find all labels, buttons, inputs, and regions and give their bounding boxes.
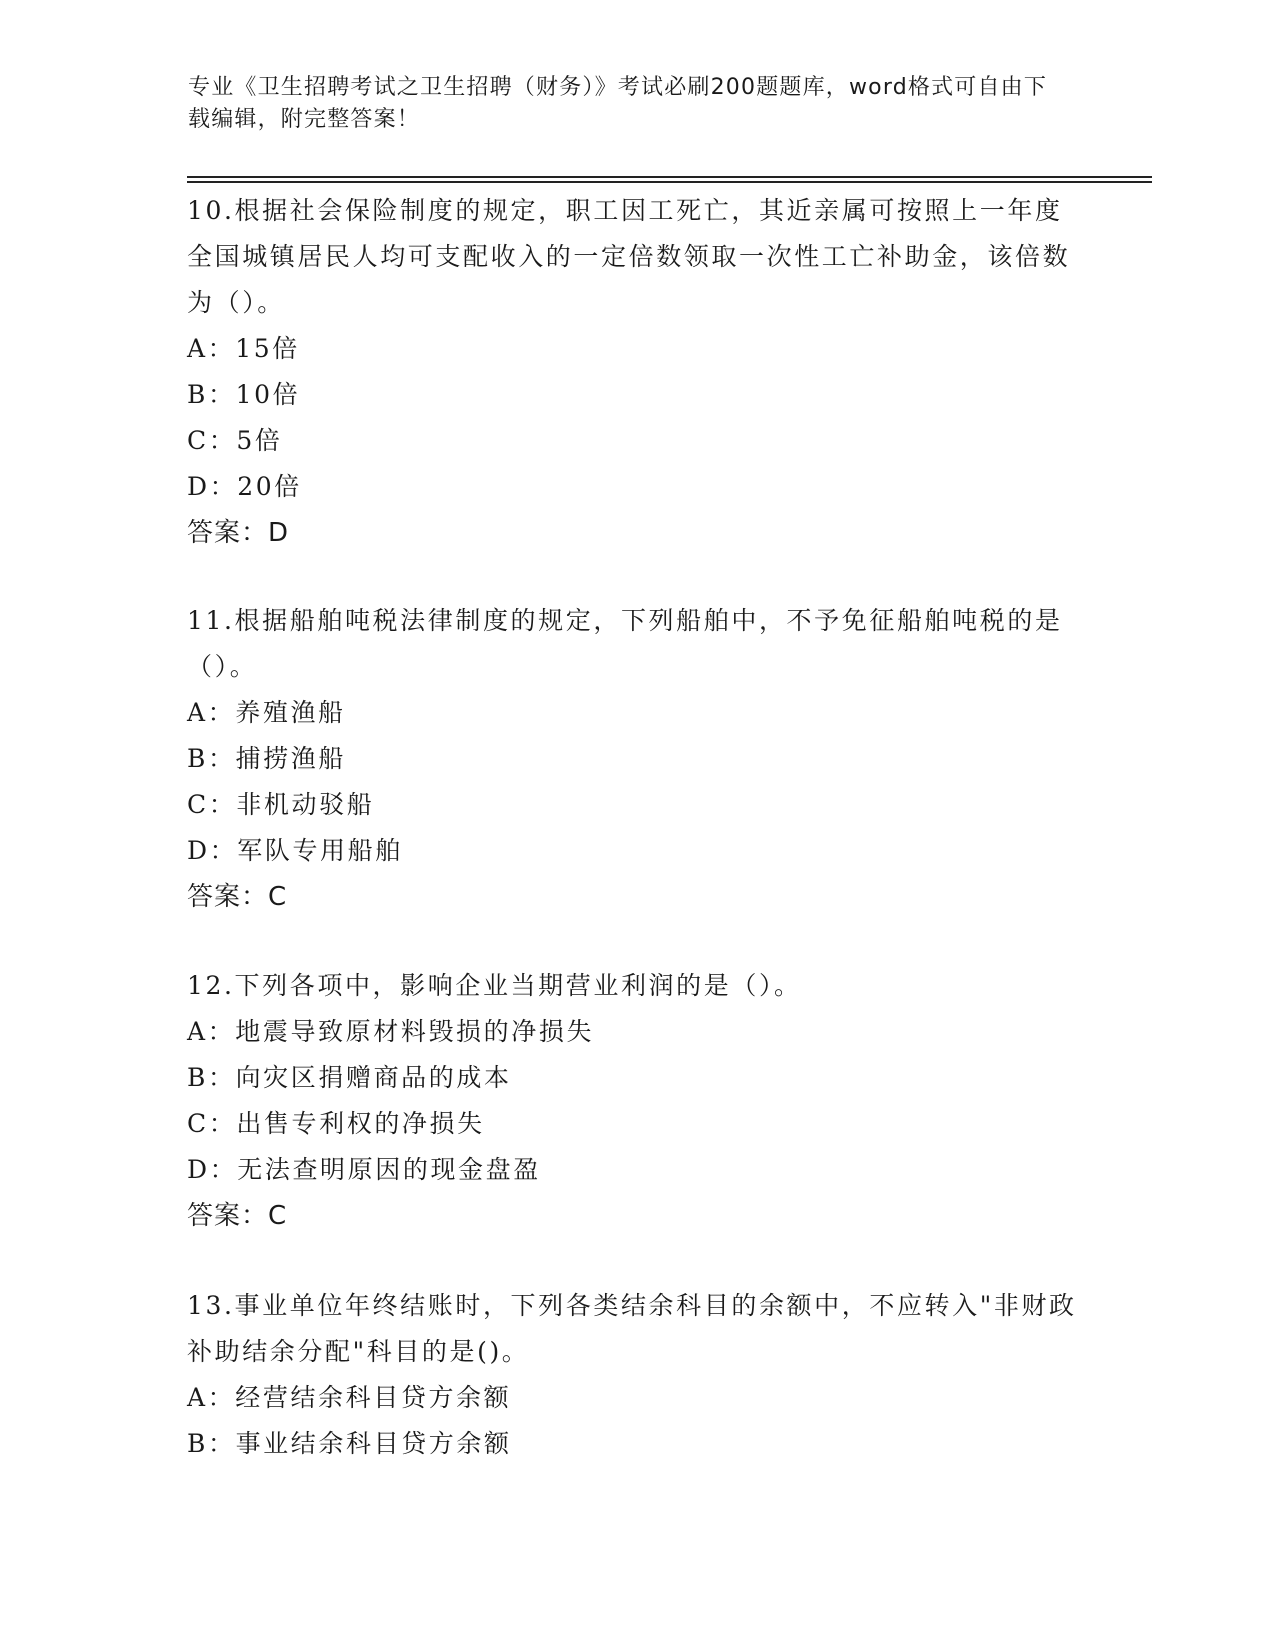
question-stem: 11.根据船舶吨税法律制度的规定，下列船舶中，不予免征船舶吨税的是（）。 <box>187 606 1063 681</box>
document-header: 专业《卫生招聘考试之卫生招聘（财务）》考试必刷200题题库，word格式可自由下载编辑，附完整答案！ <box>188 75 1048 132</box>
header-divider-bottom <box>187 181 1152 183</box>
question-12 <box>187 963 1077 1239</box>
question-11 <box>187 598 1077 920</box>
question-stem: 10.根据社会保险制度的规定，职工因工死亡，其近亲属可按照上一年度全国城镇居民人均可支配收入的一定倍数领取一次性工亡补助金，该倍数为（）。 <box>187 196 1071 317</box>
option-a: A：养殖渔船 <box>187 698 346 727</box>
option-a: A：15倍 <box>187 334 300 363</box>
option-d: D：军队专用船舶 <box>187 836 403 865</box>
answer: 答案：D <box>187 518 290 548</box>
option-c: C：非机动驳船 <box>187 790 375 819</box>
option-b: B：向灾区捐赠商品的成本 <box>187 1063 512 1092</box>
option-d: D：20倍 <box>187 472 302 501</box>
option-c: C：出售专利权的净损失 <box>187 1109 485 1138</box>
answer: 答案：C <box>187 1201 288 1231</box>
question-stem: 13.事业单位年终结账时，下列各类结余科目的余额中，不应转入"非财政补助结余分配"科目的是()。 <box>187 1291 1077 1366</box>
header-divider-top <box>187 176 1152 178</box>
option-a: A：地震导致原材料毁损的净损失 <box>187 1017 595 1046</box>
option-c: C：5倍 <box>187 426 283 455</box>
question-10 <box>187 188 1077 556</box>
question-stem: 12.下列各项中，影响企业当期营业利润的是（）。 <box>187 971 802 1000</box>
option-a: A：经营结余科目贷方余额 <box>187 1383 512 1412</box>
option-d: D：无法查明原因的现金盘盈 <box>187 1155 541 1184</box>
answer: 答案：C <box>187 882 288 912</box>
question-13 <box>187 1283 1077 1467</box>
option-b: B：10倍 <box>187 380 301 409</box>
option-b: B：事业结余科目贷方余额 <box>187 1429 512 1458</box>
option-b: B：捕捞渔船 <box>187 744 346 773</box>
